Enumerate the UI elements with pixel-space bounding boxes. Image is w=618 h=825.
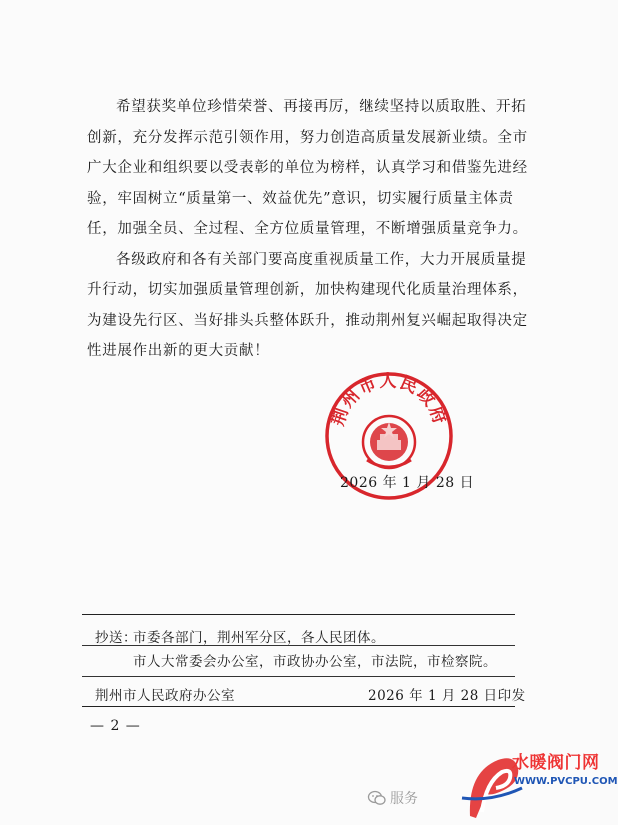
divider-top	[82, 614, 515, 615]
paragraph-2: 各级政府和各有关部门要高度重视质量工作，大力开展质量提升行动，切实加强质量管理创新，加快构建现代化质量治理体系，为建设先行区、当好排头兵整体跃升，推动荆州复兴崛起取得决定性进展作出新的更大贡献！	[87, 251, 528, 359]
watermark-text: 服务	[390, 791, 418, 807]
page-number: — 2 —	[90, 718, 141, 734]
emblem-icon	[363, 416, 415, 468]
svg-text:荆州市人民政府: 荆州市人民政府	[328, 371, 450, 429]
cc-line-1: 市委各部门，荆州军分区，各人民团体。	[133, 630, 385, 646]
issuer: 荆州市人民政府办公室	[95, 688, 235, 704]
divider-bottom	[82, 706, 515, 707]
divider-middle	[82, 645, 515, 646]
watermark-brand: 水暖阀门网	[512, 753, 600, 773]
cc-label: 抄送：	[95, 630, 137, 646]
signature-date: 2026 年 1 月 28 日	[340, 475, 475, 491]
paragraph-1: 希望获奖单位珍惜荣誉、再接再厉，继续坚持以质取胜、开拓创新，充分发挥示范引领作用，努力创造高质量发展新业绩。全市广大企业和组织要以受表彰的单位为榜样，认真学习和借鉴先进经验，牢固树立“质量第一、效益优先”意识，切实履行质量主体责任，加强全员、全过程、全方位质量管理，不断增强质量竞争力。	[87, 99, 528, 237]
cc-line-2: 市人大常委会办公室，市政协办公室，市法院，市检察院。	[133, 654, 497, 670]
chat-icon	[368, 790, 386, 806]
watermark-url: WWW.PVCPU.COM	[514, 776, 618, 787]
document-body	[87, 92, 531, 367]
divider-lower	[82, 676, 515, 677]
issue-date: 2026 年 1 月 28 日印发	[368, 688, 526, 704]
